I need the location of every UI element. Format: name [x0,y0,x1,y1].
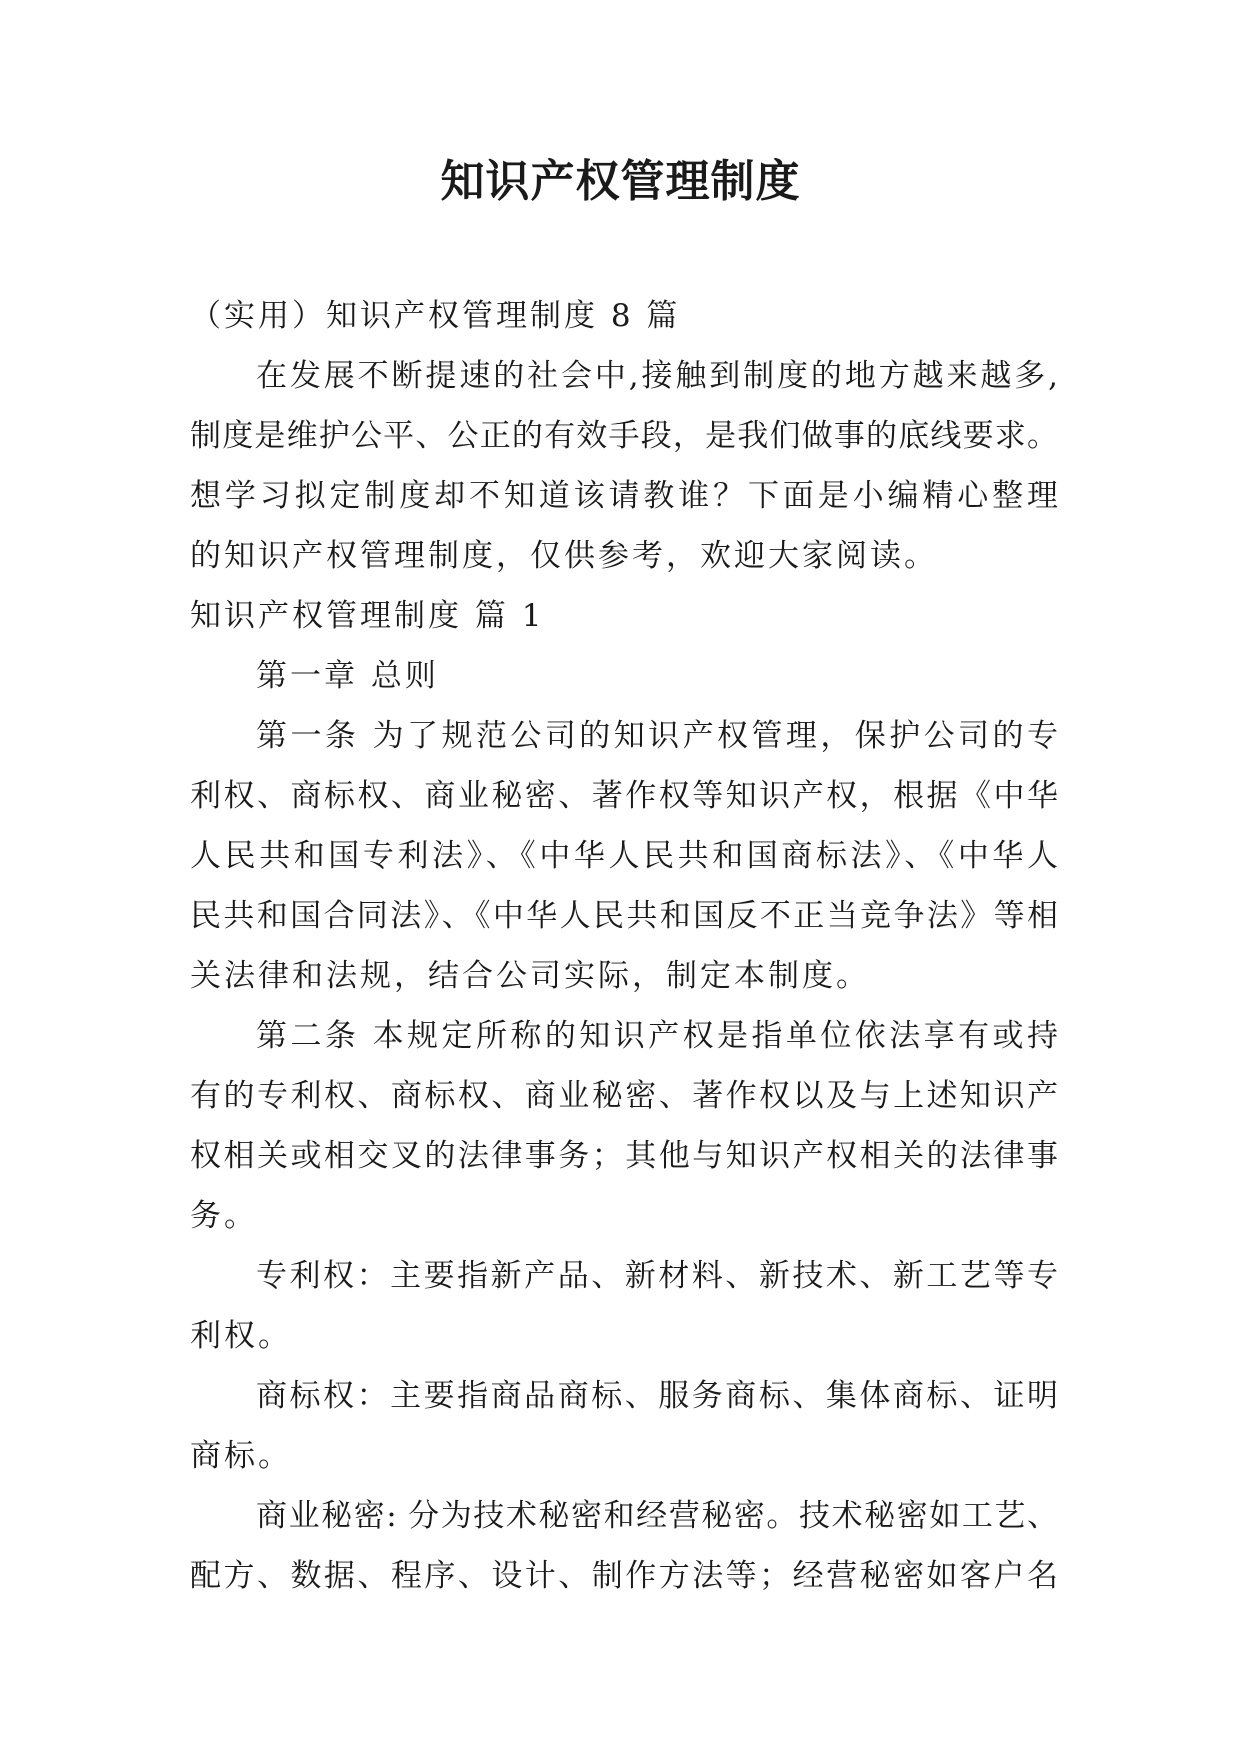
paragraph-line: 务。 [190,1198,258,1234]
paragraph-line: 利权。 [190,1318,292,1354]
paragraph-line: 权相关或相交叉的法律事务；其他与知识产权相关的法律事 [190,1138,1058,1174]
chapter-heading: 第一章 总则 [256,658,439,694]
paragraph-line: 在发展不断提速的社会中,接触到制度的地方越来越多, [256,358,1058,394]
paragraph-line: 专利权：主要指新产品、新材料、新技术、新工艺等专 [256,1258,1058,1294]
paragraph-line: 第二条 本规定所称的知识产权是指单位依法享有或持 [256,1018,1058,1054]
paragraph-line: 第一条 为了规范公司的知识产权管理，保护公司的专 [256,718,1058,754]
document-body [190,286,1058,1606]
paragraph-line: 配方、数据、程序、设计、制作方法等；经营秘密如客户名 [190,1558,1058,1594]
section-heading: 知识产权管理制度 篇 1 [190,598,545,634]
paragraph-line: 商业秘密: 分为技术秘密和经营秘密。技术秘密如工艺、 [256,1498,1058,1534]
paragraph-line: 关法律和法规，结合公司实际，制定本制度。 [190,958,870,994]
paragraph-line: 利权、商标权、商业秘密、著作权等知识产权，根据《中华 [190,778,1058,814]
paragraph-line: 想学习拟定制度却不知道该请教谁？下面是小编精心整理 [190,478,1058,514]
paragraph-line: 民共和国合同法》、《中华人民共和国反不正当竞争法》等相 [190,898,1058,934]
paragraph-line: 商标。 [190,1438,292,1474]
paragraph-line: 商标权：主要指商品商标、服务商标、集体商标、证明 [256,1378,1058,1414]
paragraph-line: 有的专利权、商标权、商业秘密、著作权以及与上述知识产 [190,1078,1058,1114]
paragraph-line: 制度是维护公平、公正的有效手段，是我们做事的底线要求。 [190,418,1058,454]
paragraph-line: 的知识产权管理制度，仅供参考，欢迎大家阅读。 [190,538,938,574]
page-title: 知识产权管理制度 [440,156,801,207]
subtitle-line: （实用）知识产权管理制度 8 篇 [190,298,681,334]
paragraph-line: 人民共和国专利法》、《中华人民共和国商标法》、《中华人 [190,838,1058,874]
